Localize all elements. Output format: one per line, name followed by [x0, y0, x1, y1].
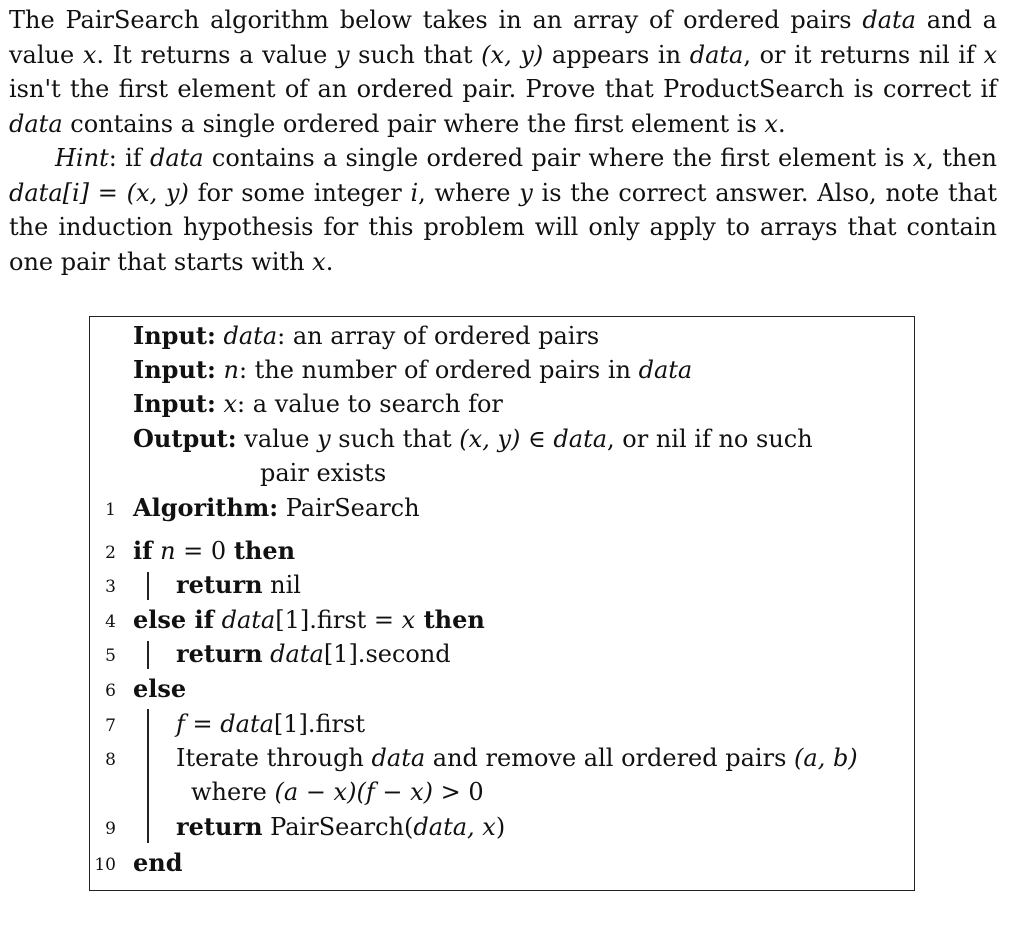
line-number: 6: [105, 681, 116, 701]
text: : if: [108, 144, 150, 172]
text: and a value: [9, 6, 997, 69]
line-number: 4: [105, 612, 116, 632]
text: for some integer: [188, 178, 411, 207]
var-data: data: [220, 710, 274, 738]
algo-line-5: [176, 637, 451, 671]
line-number: 2: [105, 543, 116, 563]
problem-paragraph: [9, 3, 997, 141]
text: appears in: [543, 40, 690, 69]
line-number: 5: [105, 646, 116, 666]
else-keyword: else: [133, 674, 187, 703]
var-n: n: [223, 356, 239, 384]
text: Iterate through: [176, 744, 372, 772]
input-n-line: [133, 353, 692, 387]
text: The PairSearch algorithm below takes in an array of ordered pairs: [9, 6, 863, 34]
var-x: x: [401, 606, 416, 634]
text: > 0: [432, 778, 484, 806]
return-keyword: return: [176, 639, 263, 668]
var-x: x: [912, 144, 927, 172]
then-keyword: then: [415, 605, 485, 634]
text: : a value to search for: [237, 390, 503, 418]
input-keyword: Input:: [133, 355, 216, 384]
algo-line-2: [133, 534, 295, 568]
var-ab: (a, b): [794, 744, 858, 772]
text: = 0: [175, 537, 234, 565]
text: =: [184, 710, 221, 738]
var-x: x: [983, 40, 998, 69]
text: ∈: [520, 425, 554, 453]
var-y: y: [335, 40, 350, 69]
var-data: data: [638, 356, 693, 384]
text: : the number of ordered pairs in: [238, 356, 639, 384]
var-data: data: [553, 425, 608, 453]
algo-line-10: [133, 846, 183, 880]
line-number: 7: [105, 716, 116, 736]
var-datai: data[i]: [9, 178, 90, 207]
block-bar: [147, 641, 149, 669]
call-arguments: data, x: [413, 813, 496, 841]
algo-line-6: [133, 672, 186, 706]
text: : an array of ordered pairs: [277, 322, 600, 350]
text: contains a single ordered pair where the first element is: [62, 109, 765, 138]
text: nil: [262, 571, 301, 599]
text: , or nil if no such: [607, 425, 813, 453]
block-bar: [147, 709, 149, 843]
algorithm-keyword: Algorithm:: [133, 493, 279, 522]
algorithm-box: [89, 316, 915, 891]
text: , then: [926, 144, 997, 172]
var-data: data: [213, 606, 276, 634]
text: and remove all ordered pairs: [425, 744, 795, 772]
var-xy: (x, y): [481, 40, 544, 69]
text: , where: [418, 178, 520, 207]
var-x: x: [764, 109, 778, 138]
line-number: 1: [105, 500, 116, 520]
text: isn't the first element of an ordered pair. Prove that ProductSearch is correct if: [9, 75, 997, 103]
input-data-line: [133, 319, 599, 353]
text: .: [325, 247, 334, 276]
var-data: data: [371, 744, 426, 772]
then-keyword: then: [233, 536, 296, 565]
var-xy: (x, y): [459, 425, 521, 453]
return-keyword: return: [176, 812, 263, 841]
text: PairSearch(: [262, 813, 414, 841]
text: [1].first: [273, 710, 365, 738]
algo-line-3: [176, 568, 301, 602]
text: such that: [349, 40, 482, 69]
output-line-continued: [260, 456, 386, 490]
var-x: x: [82, 40, 97, 69]
algo-line-4: [133, 603, 485, 637]
output-line: [133, 422, 813, 456]
var-f: f: [176, 710, 185, 738]
algo-line-7: [176, 707, 365, 741]
hint-label: Hint: [55, 144, 109, 172]
var-xy: (x, y): [126, 178, 189, 207]
var-x: x: [223, 390, 238, 418]
text: where: [191, 778, 275, 806]
text: value: [244, 425, 318, 453]
text: pair exists: [260, 459, 387, 487]
else-if-keyword: else if: [133, 605, 214, 634]
var-data: data: [149, 144, 204, 172]
text: . It returns a value: [96, 40, 336, 69]
text: contains a single ordered pair where the first element is: [203, 144, 913, 172]
return-keyword: return: [176, 570, 263, 599]
algo-line-8-continued: [191, 775, 484, 809]
problem-statement: [9, 3, 997, 279]
input-keyword: Input:: [133, 389, 216, 418]
text: , or it returns nil if: [743, 40, 984, 69]
hint-paragraph: [9, 141, 997, 279]
algorithm-name: PairSearch: [278, 494, 420, 522]
text: is the correct answer. Also, note that the induction hypothesis for this problem will only apply to arrays that contain one pair that starts with: [9, 178, 998, 276]
text: .: [777, 109, 786, 138]
var-n: n: [152, 537, 176, 565]
var-i: i: [410, 178, 419, 207]
text: [1].second: [323, 640, 451, 668]
var-data: data: [262, 640, 324, 668]
var-data: data: [9, 109, 63, 138]
var-data: data: [223, 322, 278, 350]
algo-line-9: [176, 810, 505, 844]
var-data: data: [689, 40, 744, 69]
output-keyword: Output:: [133, 424, 237, 453]
text: =: [89, 178, 127, 207]
if-keyword: if: [133, 536, 153, 565]
line-number: 3: [105, 577, 116, 597]
algo-line-1: [133, 491, 420, 525]
text: ): [495, 813, 506, 841]
end-keyword: end: [133, 848, 183, 877]
line-number: 10: [94, 855, 116, 875]
input-x-line: [133, 387, 503, 421]
var-x: x: [312, 247, 326, 276]
input-keyword: Input:: [133, 321, 216, 350]
var-data: data: [862, 6, 916, 34]
algo-line-8: [176, 741, 858, 775]
text: [1].first =: [275, 606, 402, 634]
block-bar: [147, 572, 149, 600]
line-number: 9: [105, 819, 116, 839]
var-y: y: [519, 178, 533, 207]
var-y: y: [317, 425, 331, 453]
line-number: 8: [105, 750, 116, 770]
condition-expression: (a − x)(f − x): [274, 778, 433, 806]
text: such that: [330, 425, 460, 453]
